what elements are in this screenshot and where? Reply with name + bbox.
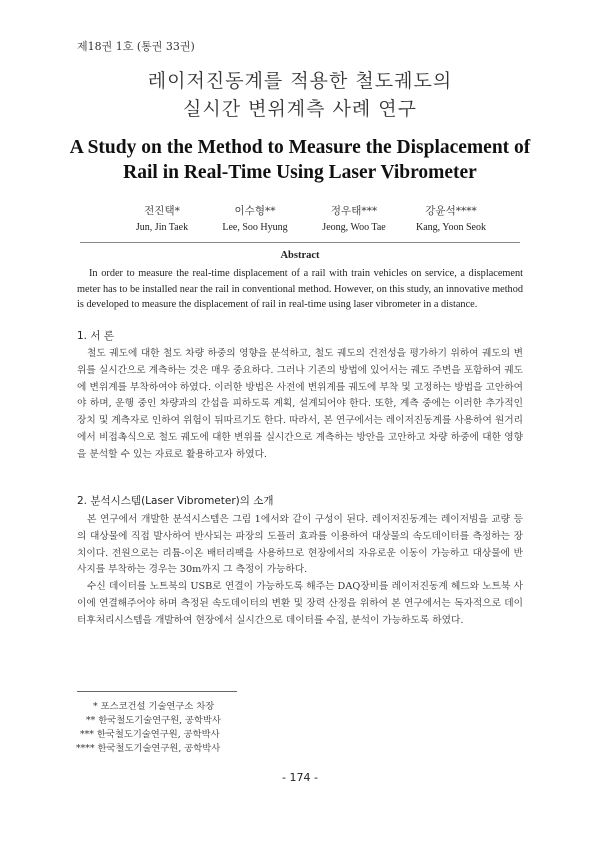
author-name-english: Jeong, Woo Tae <box>322 222 386 233</box>
footnote-rule <box>77 691 237 692</box>
paragraph: 철도 궤도에 대한 철도 차량 하중의 영향을 분석하고, 철도 궤도의 건전성을 평가하기 위하여 궤도의 변위를 실시간으로 계측하는 것은 매우 중요하다. 그러나 기존의 방법에 있어서는 궤도 주변을 포함하여 궤도에 변위계를 부착하여야 하였다. 이러한 방법은 사전에 변위계를 궤도에 부착 및 고정하는 방법을 고안하여야 하며, 운행 중인 차량과의 간섭을 피하도록 계획, 설계되어야 한다. 또한, 계측 중에는 이러한 추가적인 장치 및 계측자로 인하여 위험이 뒤따르기도 한다. 따라서, 본 연구에서는 레이저진동계를 사용하여 원거리에서 비접촉식으로 철도 궤도에 대한 변위를 실시간으로 계측하는 방안을 고안하고 차량 하중에 대한 영향을 분석할 수 있는 자료로 활용하고자 하였다. <box>77 348 523 460</box>
section-heading-introduction: 1. 서 론 <box>77 330 114 342</box>
footnote: **** 한국철도기술연구원, 공학박사 <box>76 743 221 754</box>
title-english-line2: Rail in Real-Time Using Laser Vibrometer <box>123 162 477 183</box>
section-body-system <box>77 512 523 630</box>
paragraph: 본 연구에서 개발한 분석시스템은 그림 1에서와 같이 구성이 된다. 레이저진동계는 레이저빔을 교량 등의 대상물에 직접 발사하여 반사되는 파장의 도플러 효과를 이용하여 대상물의 속도데이터를 측정하는 장치이다. 전원으로는 리튬-이온 배터리팩을 사용하므로 현장에서의 자유로운 이동이 가능하고 대상물에 반사지를 부착하는 경우는 30m까지 그 측정이 가능하다. <box>77 514 523 576</box>
abstract-top-rule <box>80 242 520 243</box>
section-heading-system: 2. 분석시스템(Laser Vibrometer)의 소개 <box>77 495 274 507</box>
footnote: ** 한국철도기술연구원, 공학박사 <box>86 715 221 726</box>
author-name-english: Jun, Jin Taek <box>135 222 189 233</box>
author-name-english: Kang, Yoon Seok <box>415 222 486 233</box>
author-name-korean: 전진택* <box>144 205 180 217</box>
abstract-text: In order to measure the real-time displacement of a rail with train vehicles on service, a displacement meter has to be installed near the rail in conventional method. However, on this study, an innovative method is developed to measure the displacement of rail in real-time using laser vibrometer in a distance. <box>77 268 523 310</box>
footnote: *** 한국철도기술연구원, 공학박사 <box>80 729 220 740</box>
abstract-body <box>77 266 523 313</box>
footnote: * 포스코건설 기술연구소 차장 <box>93 701 215 712</box>
page-number: - 174 - <box>282 771 318 784</box>
author-name-korean: 정우태*** <box>330 205 378 217</box>
paragraph: 수신 데이터를 노트북의 USB로 연결이 가능하도록 해주는 DAQ장비를 레이저진동계 헤드와 노트북 사이에 연결해주어야 하며 측정된 속도데이터의 변환 및 장력 산정을 위하여 본 연구에서는 독자적으로 데이터후처리시스템을 개발하여 현장에서 실시간으로 데이터를 수집, 분석이 가능하도록 하였다. <box>77 581 523 626</box>
section-body-introduction <box>77 346 523 464</box>
author-name-english: Lee, Soo Hyung <box>222 222 288 233</box>
title-english-line1: A Study on the Method to Measure the Displacement of <box>69 137 531 158</box>
author-name-korean: 강윤석**** <box>425 205 477 217</box>
title-korean-line2: 실시간 변위계측 사례 연구 <box>182 98 417 120</box>
journal-issue: 제18권 1호 (통권 33권) <box>77 40 195 53</box>
author-4 <box>381 203 521 233</box>
author-name-korean: 이수형** <box>234 205 276 217</box>
abstract-heading: Abstract <box>280 250 320 261</box>
title-korean-line1: 레이저진동계를 적용한 철도궤도의 <box>147 70 453 92</box>
